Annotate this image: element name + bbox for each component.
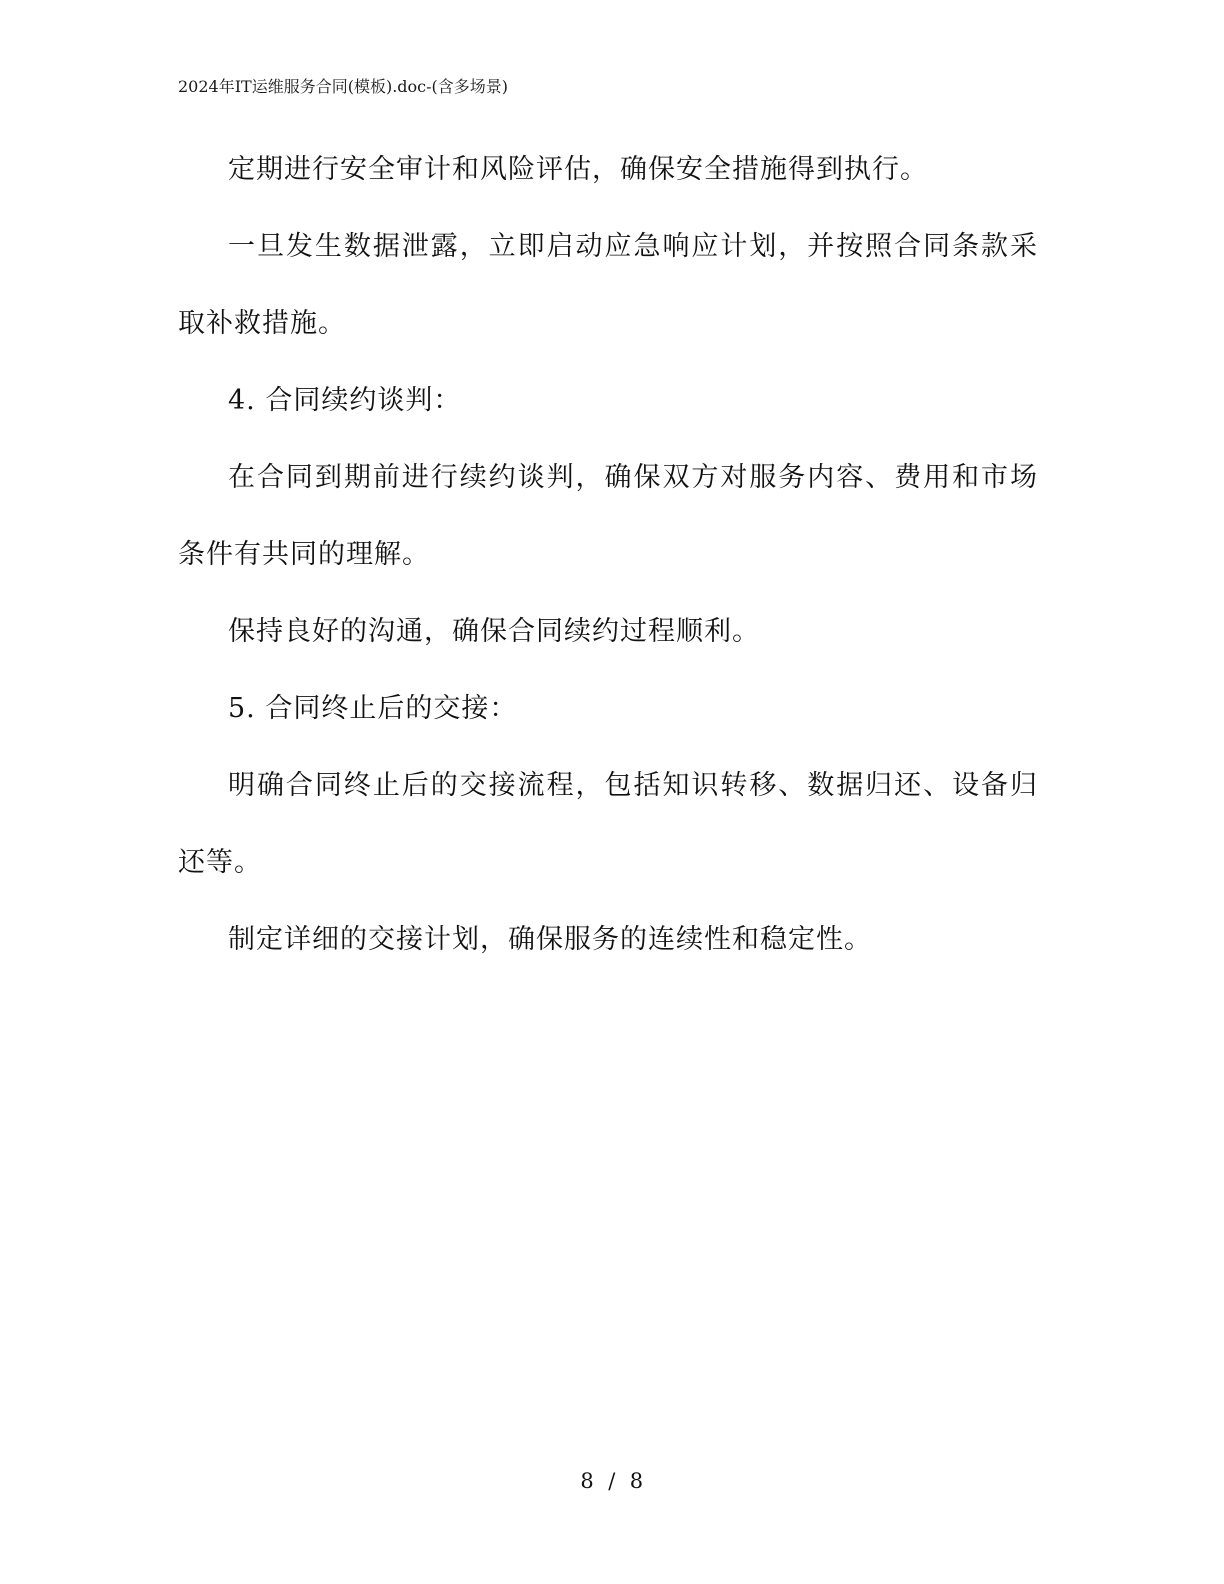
- page-number: [0, 1466, 1224, 1496]
- paragraph-handover-plan: 制定详细的交接计划，确保服务的连续性和稳定性。: [228, 924, 872, 955]
- current-page-number: 8: [580, 1469, 595, 1493]
- document-body: [178, 131, 1038, 978]
- section-heading-handover: 5. 合同终止后的交接：: [228, 693, 518, 724]
- section-heading-renewal: 4. 合同续约谈判：: [228, 385, 462, 416]
- paragraph-data-breach-response: 一旦发生数据泄露，立即启动应急响应计划，并按照合同条款采取补救措施。: [178, 231, 1038, 339]
- document-header: 2024年IT运维服务合同(模板).doc-(含多场景): [178, 77, 509, 96]
- paragraph-renewal-negotiation: 在合同到期前进行续约谈判，确保双方对服务内容、费用和市场条件有共同的理解。: [178, 462, 1038, 570]
- total-pages-number: 8: [629, 1469, 644, 1493]
- paragraph-handover-process: 明确合同终止后的交接流程，包括知识转移、数据归还、设备归还等。: [178, 770, 1038, 878]
- paragraph-security-audit: 定期进行安全审计和风险评估，确保安全措施得到执行。: [228, 154, 928, 185]
- page-separator: /: [608, 1469, 616, 1493]
- paragraph-communication: 保持良好的沟通，确保合同续约过程顺利。: [228, 616, 760, 647]
